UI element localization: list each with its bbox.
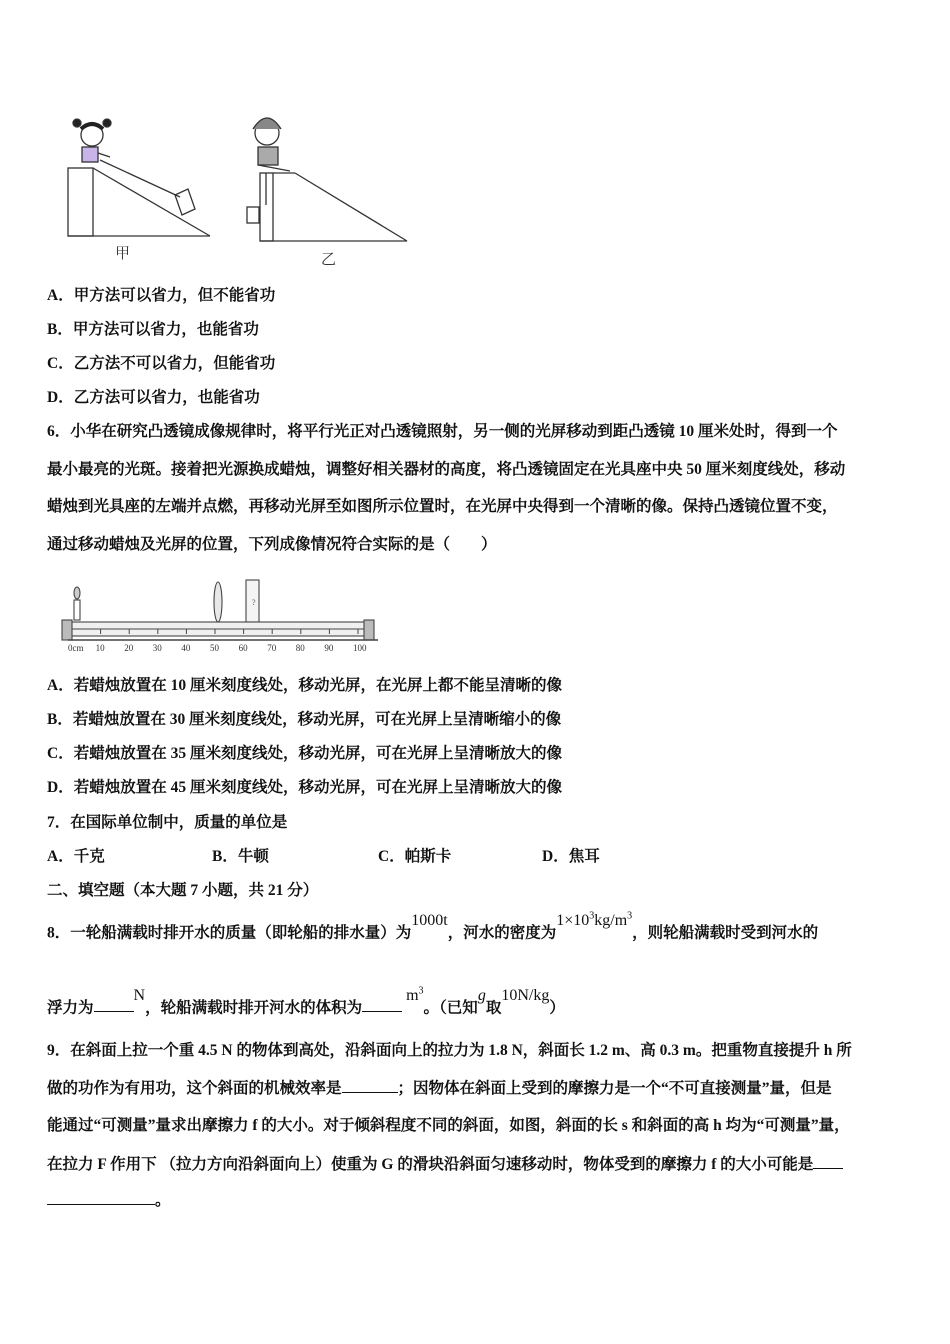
q9-text-2a: 做的功作为有用功，这个斜面的机械效率是 [47, 1080, 342, 1097]
q9-line-3: 能通过“可测量”量求出摩擦力 f 的大小。对于倾斜程度不同的斜面，如图，斜面的长 s 和斜面的高 h 均为“可测量”量， [47, 1117, 850, 1134]
q9-line-4 [47, 1154, 843, 1175]
q7-option-b: B．牛顿 [212, 848, 269, 865]
q8-g-value: 10N/kg [501, 987, 550, 1005]
q5-option-b: B．甲方法可以省力，也能省功 [47, 321, 259, 338]
bench-tick-label: 80 [295, 643, 305, 653]
q5-option-a: A．甲方法可以省力，但不能省功 [47, 287, 276, 304]
q9-line-1: 9．在斜面上拉一个重 4.5 N 的物体到高处，沿斜面向上的拉力为 1.8 N，斜面长 1.2 m、高 0.3 m。把重物直接提升 h 所 [47, 1042, 852, 1059]
q8-text-6: 。（已知 [423, 999, 478, 1017]
figure-jia [68, 119, 210, 236]
q8-text-4: 浮力为 [47, 999, 94, 1017]
q5-option-c: C．乙方法不可以省力，但能省功 [47, 355, 276, 372]
bench-tick-label: 50 [210, 643, 219, 653]
q7-stem: 7．在国际单位制中，质量的单位是 [47, 814, 288, 831]
q7-option-a: A．千克 [47, 848, 105, 865]
q5-option-d: D．乙方法可以省力，也能省功 [47, 389, 260, 406]
q6-option-d: D．若蜡烛放置在 45 厘米刻度线处，移动光屏，可在光屏上呈清晰放大的像 [47, 779, 562, 796]
q8-unit-m-exp: 3 [418, 986, 424, 997]
q9-line-5 [47, 1190, 171, 1211]
bench-tick-label: 30 [152, 643, 162, 653]
q8-unit-m: m [406, 987, 419, 1005]
q9-line-2 [47, 1078, 832, 1099]
q8-text-3: ，则轮船满载时受到河水的 [632, 924, 819, 942]
bench-tick-label: 60 [238, 643, 248, 653]
bench-tick-label: 20 [124, 643, 134, 653]
q8-text-1: 8．一轮船满载时排开水的质量（即轮船的排水量）为 [47, 924, 412, 942]
bench-tick-label: 100 [353, 643, 367, 653]
figure-label-yi: 乙 [321, 252, 337, 268]
q8-g-symbol: g [477, 987, 486, 1005]
q8-blank-volume[interactable] [362, 997, 402, 1012]
q6-stem-line-1: 6．小华在研究凸透镜成像规律时，将平行光正对凸透镜照射，另一侧的光屏移动到距凸透镜 10 厘米处时，得到一个 [47, 423, 838, 440]
svg-text:?: ? [252, 598, 256, 607]
q6-stem-line-2: 最小最亮的光斑。接着把光源换成蜡烛，调整好相关器材的高度，将凸透镜固定在光具座中央 50 厘米刻度线处，移动 [47, 461, 846, 478]
q6-option-a: A．若蜡烛放置在 10 厘米刻度线处，移动光屏，在光屏上都不能呈清晰的像 [47, 677, 562, 694]
bench-tick-label: 40 [181, 643, 191, 653]
q8-density-base: 1×10 [556, 912, 590, 930]
optical-bench-figure [58, 572, 388, 658]
q9-text-2b: ；因物体在斜面上受到的摩擦力是一个“不可直接测量”量，但是 [397, 1080, 832, 1097]
q8-line-2 [47, 986, 565, 1018]
q7-option-c: C．帕斯卡 [378, 848, 452, 865]
q9-blank-efficiency[interactable] [342, 1078, 398, 1093]
figure-label-jia: 甲 [115, 246, 131, 262]
q9-text-5: 。 [155, 1192, 171, 1209]
q8-text-7: 取 [485, 999, 502, 1017]
q6-option-b: B．若蜡烛放置在 30 厘米刻度线处，移动光屏，可在光屏上呈清晰缩小的像 [47, 711, 562, 728]
q8-text-8: ） [549, 999, 565, 1017]
figure-yi [247, 118, 407, 241]
q8-text-5: ，轮船满载时排开河水的体积为 [145, 999, 363, 1017]
q8-density-exp: 3 [589, 911, 595, 922]
q8-blank-buoyancy[interactable] [94, 997, 134, 1012]
incline-figure [55, 105, 425, 270]
bench-tick-label: 10 [95, 643, 105, 653]
q9-blank-friction-b[interactable] [47, 1190, 155, 1205]
q9-text-4: 在拉力 F 作用下 （拉力方向沿斜面向上）使重为 G 的滑块沿斜面匀速移动时，物体受到的摩擦力 f 的大小可能是 [47, 1156, 814, 1173]
q6-stem-line-3: 蜡烛到光具座的左端并点燃，再移动光屏至如图所示位置时，在光屏中央得到一个清晰的像。保持凸透镜位置不变， [47, 498, 838, 515]
q8-mass: 1000t [411, 912, 448, 930]
q6-option-c: C．若蜡烛放置在 35 厘米刻度线处，移动光屏，可在光屏上呈清晰放大的像 [47, 745, 562, 762]
q8-line-1 [47, 911, 819, 943]
q8-density [556, 912, 632, 929]
q8-unit-m3 [406, 987, 423, 1004]
q8-text-2: ，河水的密度为 [447, 924, 557, 942]
q8-density-unit-exp: 3 [627, 911, 633, 922]
bench-tick-label: 70 [267, 643, 277, 653]
q9-blank-friction-a[interactable] [813, 1154, 843, 1169]
q6-stem-line-4: 通过移动蜡烛及光屏的位置，下列成像情况符合实际的是（ ） [47, 536, 497, 553]
bench-tick-label: 90 [324, 643, 334, 653]
q7-option-d: D．焦耳 [542, 848, 600, 865]
q8-unit-n: N [133, 987, 146, 1005]
bench-tick-label: 0cm [68, 643, 84, 653]
section-fill-blank-heading: 二、填空题（本大题 7 小题，共 21 分） [47, 882, 319, 899]
q8-density-unit: kg/m [594, 912, 628, 930]
